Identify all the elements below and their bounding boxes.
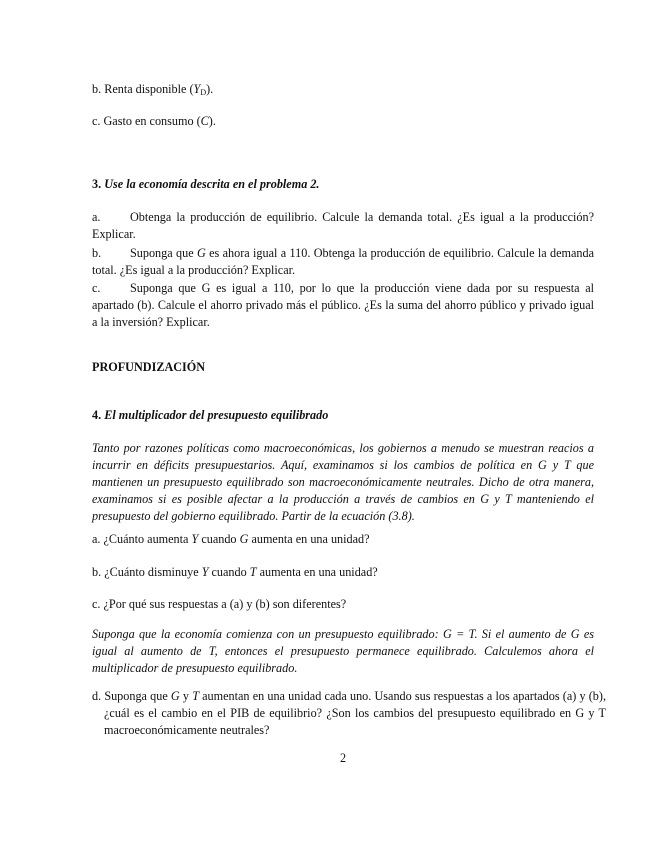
problem-4-question-a: a. ¿Cuánto aumenta Y cuando G aumenta en una unidad?: [92, 532, 370, 546]
item-c-consumption: c. Gasto en consumo (C).: [92, 114, 216, 128]
problem-4-intro: Tanto por razones políticas como macroeconómicas, los gobiernos a menudo se muestran reacios a incurrir en déficits presupuestarios. Aquí, examinamos si los cambios de política en G y T que mantienen un presupuesto equilibrado son macroeconómicamente neutrales. Dicho de otra manera, examinamos si es posible afectar a la producción a través de cambios en G y T manteniendo el presupuesto del gobierno equilibrado. Partir de la ecuación (3.8).: [92, 441, 594, 523]
problem-4-question-b: b. ¿Cuánto disminuye Y cuando T aumenta en una unidad?: [92, 565, 378, 579]
problem-3-item-c: c. Suponga que G es igual a 110, por lo que la producción viene dada por su respuesta al apartado (b). Calcule el ahorro privado más el público. ¿Es la suma del ahorro público y privado igual a la inversión? Explicar.: [92, 281, 594, 329]
problem-3-item-b: b. Suponga que G es ahora igual a 110. Obtenga la producción de equilibrio. Calcule la demanda total. ¿Es igual a la producción? Explicar.: [92, 246, 594, 277]
section-heading-profundizacion: PROFUNDIZACIÓN: [92, 360, 206, 374]
problem-4-heading: 4. El multiplicador del presupuesto equilibrado: [92, 408, 329, 422]
problem-4-question-c: c. ¿Por qué sus respuestas a (a) y (b) son diferentes?: [92, 597, 347, 611]
page-number: 2: [339, 751, 347, 765]
document-page: [92, 0, 606, 848]
problem-3-heading: 3. Use la economía descrita en el problema 2.: [92, 177, 320, 191]
problem-3-item-a: a. Obtenga la producción de equilibrio. Calcule la demanda total. ¿Es igual a la producción? Explicar.: [92, 210, 594, 241]
problem-4-note: Suponga que la economía comienza con un presupuesto equilibrado: G = T. Si el aumento de G es igual al aumento de T, entonces el presupuesto permanece equilibrado. Calculemos ahora el multiplicador de presupuesto equilibrado.: [92, 627, 594, 675]
item-b-disposable-income: b. Renta disponible $(Y_D)$.: [92, 82, 214, 97]
problem-4-question-d: d. Suponga que G y T aumentan en una unidad cada uno. Usando sus respuestas a los apartados (a) y (b), ¿cuál es el cambio en el PIB de equilibrio? ¿Son los cambios del presupuesto equilibrado en G y T macroeconómicamente neutrales?: [92, 689, 606, 737]
